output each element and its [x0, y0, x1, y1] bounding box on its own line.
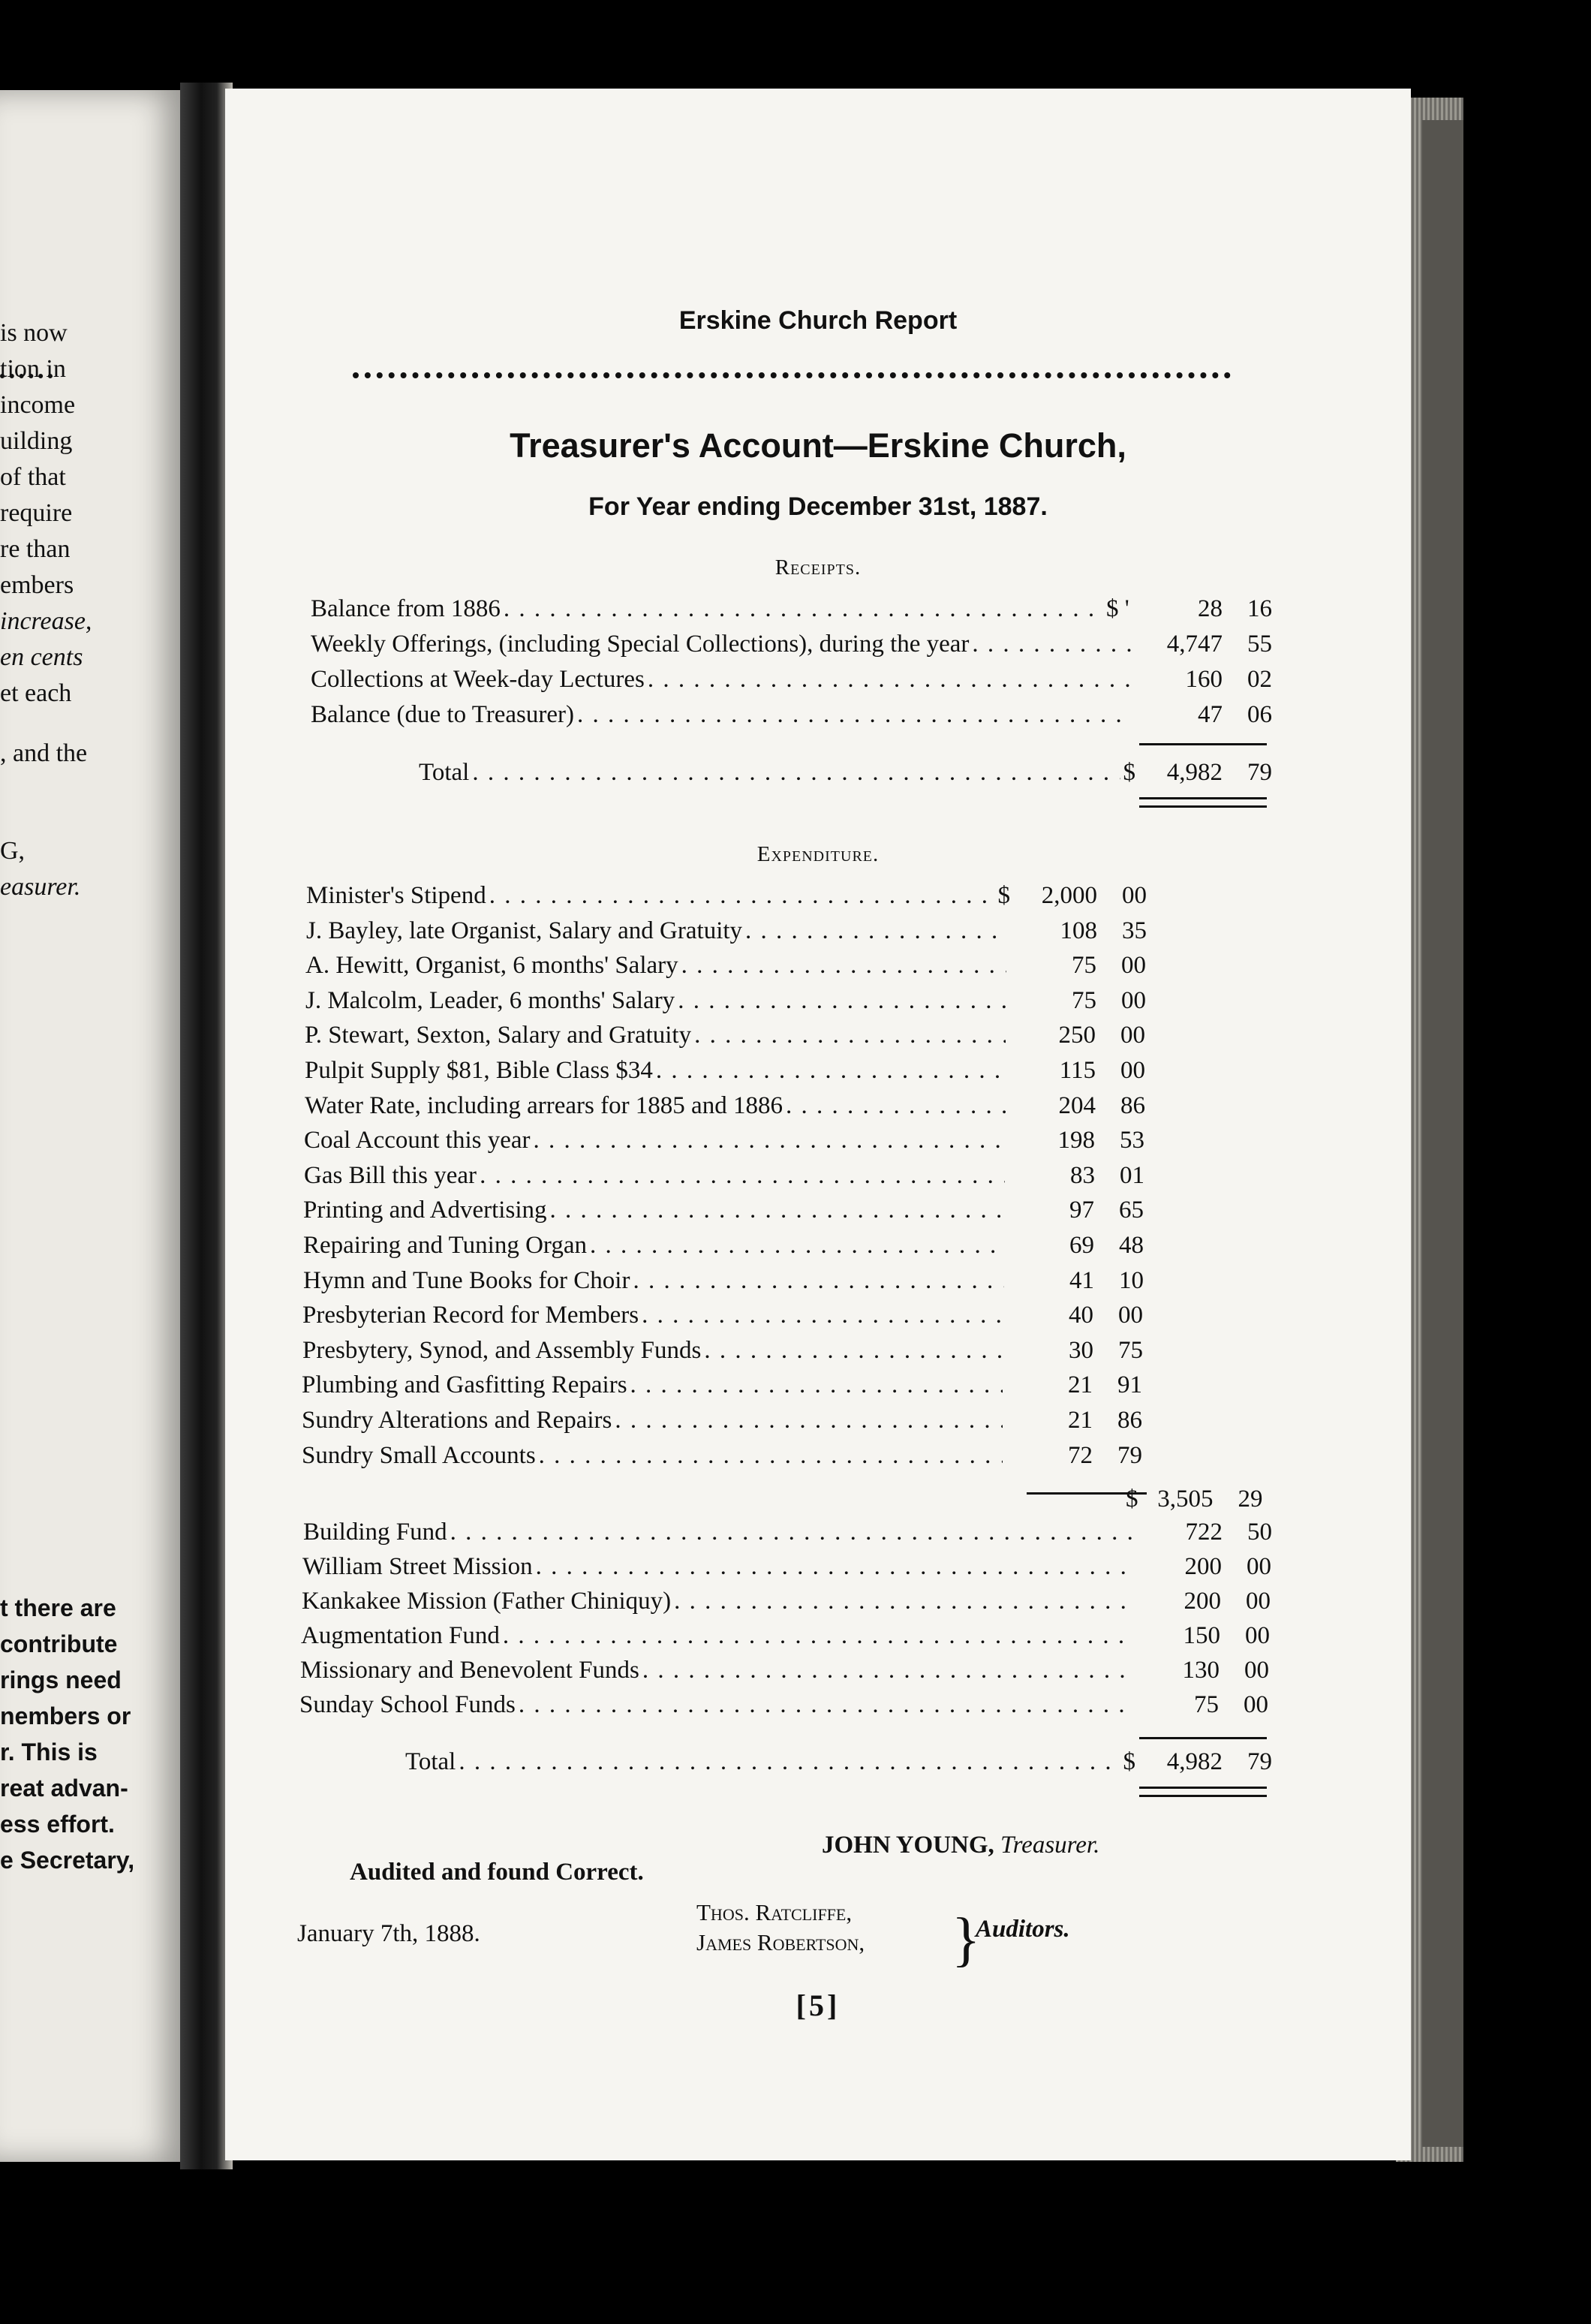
- amount-cents: 79: [1247, 759, 1272, 786]
- amount-cents: 00: [1244, 1657, 1269, 1684]
- ledger-amount: [1006, 1368, 1142, 1402]
- ledger-amount: [998, 878, 1147, 913]
- amount-cents: 00: [1120, 1022, 1145, 1049]
- ledger-amount: [1008, 1123, 1144, 1157]
- amount-dollars: 250: [1058, 1022, 1096, 1049]
- audit-date: January 7th, 1888.: [297, 1920, 480, 1947]
- expenditure-sum-rule: [1139, 1737, 1267, 1739]
- ledger-label: J. Malcolm, Leader, 6 months' Salary: [305, 986, 675, 1014]
- amount-cents: 06: [1247, 701, 1272, 728]
- amount-dollars: 198: [1057, 1127, 1095, 1154]
- ledger-row: [311, 662, 1272, 697]
- ledger-row: [303, 1515, 1272, 1549]
- ledger-label: Water Rate, including arrears for 1885 and 1886: [305, 1091, 783, 1119]
- ledger-label: Weekly Offerings, (including Special Collections), during the year: [311, 631, 970, 658]
- ledger-amount: [1006, 1438, 1142, 1473]
- amount-cents: 00: [1122, 882, 1147, 909]
- leader-dots: [577, 697, 1132, 732]
- currency-sign: $: [1123, 759, 1135, 786]
- amount-cents: 50: [1247, 1519, 1272, 1546]
- ledger-row: [305, 1088, 1145, 1123]
- currency-sign: $: [1123, 1748, 1135, 1775]
- amount-dollars: 108: [1060, 917, 1097, 944]
- page-number: [5]: [796, 1988, 841, 2022]
- auditor-2: James Robertson,: [696, 1929, 865, 1955]
- ledger-row: [306, 878, 1147, 913]
- leader-dots: [642, 1653, 1129, 1687]
- left-page-fragment: reat advan-: [0, 1775, 128, 1802]
- ledger-amount: [1007, 1263, 1144, 1298]
- amount-cents: 29: [1238, 1486, 1263, 1513]
- leader-dots: [590, 1228, 1004, 1263]
- ledger-label: Printing and Advertising: [303, 1197, 547, 1224]
- ledger-row: [303, 1228, 1144, 1263]
- amount-dollars: 40: [1069, 1302, 1093, 1329]
- ledger-amount: [1007, 1228, 1144, 1263]
- ledger-row: [304, 1158, 1144, 1193]
- amount-cents: 00: [1120, 1057, 1145, 1084]
- leader-dots: [745, 914, 1007, 948]
- currency-sign: $: [997, 882, 1010, 909]
- ledger-label: Pulpit Supply $81, Bible Class $34: [305, 1057, 653, 1084]
- auditors-label: Auditors.: [976, 1916, 1070, 1943]
- ledger-label: Total: [419, 759, 470, 786]
- ledger-amount: [1133, 1618, 1270, 1653]
- leader-dots: [786, 1088, 1006, 1123]
- ledger-label: Presbyterian Record for Members: [302, 1302, 639, 1329]
- left-page-fragment: r. This is: [0, 1738, 98, 1766]
- ledger-row: [302, 1438, 1142, 1473]
- treasurer-signature: [822, 1832, 1099, 1859]
- ledger-amount: [1132, 1687, 1268, 1722]
- ledger-row: [303, 1193, 1144, 1227]
- ledger-row: [299, 1687, 1268, 1722]
- ledger-row: [302, 1584, 1271, 1618]
- left-page-fragment: rings need: [0, 1666, 122, 1693]
- ledger-row: [306, 914, 1147, 948]
- leader-dots: [615, 1403, 1003, 1437]
- ledger-label: Balance (due to Treasurer): [311, 701, 574, 728]
- ledger-label: Sundry Alterations and Repairs: [302, 1407, 612, 1434]
- amount-cents: 55: [1247, 631, 1272, 658]
- leader-dots: [704, 1333, 1003, 1368]
- leader-dots: [472, 755, 1120, 790]
- amount-dollars: 4,747: [1166, 631, 1223, 658]
- ledger-label: Coal Account this year: [304, 1127, 531, 1154]
- amount-cents: 00: [1246, 1588, 1271, 1615]
- amount-dollars: 28: [1198, 595, 1223, 622]
- receipts-total-double-rule: [1139, 797, 1267, 808]
- page-subtitle: For Year ending December 31st, 1887.: [588, 492, 1048, 521]
- left-page-fragment: tion in: [0, 355, 66, 383]
- amount-dollars: 75: [1072, 952, 1096, 980]
- amount-dollars: 75: [1072, 986, 1096, 1014]
- ledger-amount: [1135, 1515, 1272, 1549]
- treasurer-title: Treasurer.: [1000, 1832, 1100, 1859]
- leader-dots: [630, 1368, 1003, 1402]
- ledger-row: [302, 1403, 1142, 1437]
- left-page-fragment: is now: [0, 319, 68, 347]
- leader-dots: [534, 1123, 1005, 1157]
- currency-sign: $ ': [1106, 595, 1135, 622]
- ledger-row: [305, 983, 1146, 1018]
- ledger-label: Kankakee Mission (Father Chiniquy): [302, 1588, 672, 1615]
- left-page-fragment: require: [0, 499, 73, 527]
- amount-dollars: 72: [1068, 1441, 1093, 1469]
- ledger-label: Gas Bill this year: [304, 1161, 477, 1189]
- ledger-label: Plumbing and Gasfitting Repairs: [302, 1371, 627, 1399]
- amount-dollars: 97: [1069, 1197, 1094, 1224]
- running-header: Erskine Church Report: [678, 306, 958, 335]
- ledger-amount: [1009, 1088, 1145, 1123]
- amount-cents: 10: [1119, 1266, 1144, 1294]
- amount-cents: 00: [1247, 1553, 1271, 1580]
- leader-dots: [681, 948, 1006, 983]
- amount-cents: 00: [1245, 1622, 1270, 1649]
- ledger-row: [301, 1618, 1270, 1653]
- ledger-row: [311, 697, 1272, 732]
- ledger-label: Building Fund: [303, 1519, 447, 1546]
- ledger-amount: [1007, 1193, 1144, 1227]
- amount-dollars: 21: [1068, 1371, 1093, 1399]
- amount-dollars: 722: [1185, 1519, 1223, 1546]
- amount-dollars: 75: [1194, 1691, 1219, 1718]
- ledger-amount: [1132, 1653, 1269, 1687]
- receipts-heading: Receipts.: [774, 555, 862, 579]
- leader-dots: [489, 878, 995, 913]
- right-page: [225, 89, 1411, 2160]
- auditor-1: Thos. Ratcliffe,: [696, 1899, 853, 1925]
- leader-dots: [642, 1298, 1003, 1332]
- amount-dollars: 200: [1183, 1588, 1221, 1615]
- amount-dollars: 41: [1069, 1266, 1094, 1294]
- ledger-amount: [1106, 592, 1272, 626]
- left-page-fragment: of that: [0, 463, 66, 491]
- amount-dollars: 160: [1185, 666, 1223, 693]
- amount-dollars: 83: [1070, 1161, 1095, 1189]
- amount-cents: 00: [1121, 986, 1146, 1014]
- ledger-row: [302, 1368, 1142, 1402]
- left-page-fragment: increase,: [0, 607, 92, 635]
- auditors-brace: }: [952, 1907, 981, 1973]
- ledger-amount: [1008, 1158, 1144, 1193]
- amount-cents: 79: [1247, 1748, 1272, 1775]
- ledger-label: Presbytery, Synod, and Assembly Funds: [302, 1336, 702, 1364]
- left-page-fragment: ess effort.: [0, 1811, 115, 1838]
- expenditure-total-double-rule: [1139, 1787, 1267, 1797]
- left-page-fragment: contribute: [0, 1630, 118, 1657]
- amount-dollars: 69: [1069, 1232, 1094, 1259]
- leader-dots: [503, 1618, 1130, 1653]
- left-page-fragment: re than: [0, 535, 71, 563]
- left-page-fragment: en cents: [0, 643, 83, 671]
- ledger-label: Total: [405, 1748, 456, 1775]
- amount-dollars: 150: [1183, 1622, 1220, 1649]
- ledger-amount: [1123, 1745, 1273, 1779]
- audit-statement: Audited and found Correct.: [350, 1859, 644, 1886]
- amount-dollars: 2,000: [1041, 882, 1097, 909]
- ledger-amount: [1006, 1333, 1143, 1368]
- amount-dollars: 4,982: [1166, 759, 1223, 786]
- left-page-fragment: t there are: [0, 1594, 116, 1621]
- left-page-fragment: , and the: [0, 739, 88, 767]
- ledger-amount: [1126, 1482, 1263, 1516]
- ledger-amount: [1006, 1403, 1142, 1437]
- ledger-amount: [1135, 662, 1272, 697]
- ledger-amount: [1009, 948, 1146, 983]
- leader-dots: [656, 1053, 1006, 1088]
- ledger-row: [302, 1549, 1271, 1584]
- amount-dollars: 47: [1198, 701, 1223, 728]
- amount-cents: 86: [1117, 1407, 1142, 1434]
- ledger-row: [302, 1298, 1143, 1332]
- leader-dots: [459, 1745, 1120, 1779]
- left-page-fragment: e Secretary,: [0, 1847, 135, 1874]
- left-page: [0, 90, 188, 2162]
- ledger-row: [305, 1053, 1145, 1088]
- left-page-fragment: easurer.: [0, 873, 81, 901]
- treasurer-name: JOHN YOUNG,: [822, 1832, 994, 1859]
- header-dotted-rule: [353, 372, 1231, 386]
- ledger-amount: [1135, 627, 1272, 661]
- amount-dollars: 204: [1058, 1091, 1096, 1119]
- amount-cents: 01: [1120, 1161, 1144, 1189]
- left-page-fragment: et each: [0, 679, 72, 707]
- amount-cents: 91: [1117, 1371, 1142, 1399]
- currency-sign: $: [1126, 1486, 1138, 1513]
- ledger-amount: [1009, 1053, 1145, 1088]
- ledger-label: Hymn and Tune Books for Choir: [303, 1266, 630, 1294]
- ledger-row: [311, 592, 1272, 626]
- amount-cents: 75: [1118, 1336, 1143, 1364]
- leader-dots: [539, 1438, 1003, 1473]
- ledger-label: Repairing and Tuning Organ: [303, 1232, 587, 1259]
- ledger-label: Minister's Stipend: [306, 882, 486, 909]
- expenditure-subtotal-row: [1126, 1482, 1267, 1516]
- leader-dots: [674, 1584, 1131, 1618]
- leader-dots: [519, 1687, 1129, 1722]
- expenditure-total-row: [405, 1745, 1272, 1779]
- ledger-amount: [1009, 983, 1146, 1018]
- ledger-label: P. Stewart, Sexton, Salary and Gratuity: [305, 1022, 692, 1049]
- amount-dollars: 4,982: [1166, 1748, 1223, 1775]
- ledger-amount: [1135, 697, 1272, 732]
- amount-cents: 02: [1247, 666, 1272, 693]
- amount-cents: 65: [1119, 1197, 1144, 1224]
- ledger-amount: [1010, 914, 1147, 948]
- ledger-amount: [1135, 1549, 1271, 1584]
- amount-dollars: 3,505: [1157, 1486, 1214, 1513]
- amount-cents: 00: [1244, 1691, 1268, 1718]
- ledger-row: [311, 627, 1272, 661]
- ledger-amount: [1006, 1298, 1143, 1332]
- leader-dots: [450, 1515, 1132, 1549]
- ledger-row: [305, 948, 1146, 983]
- ledger-label: Sunday School Funds: [299, 1691, 516, 1718]
- ledger-amount: [1123, 755, 1273, 790]
- book-cover-edge: [1422, 120, 1463, 2147]
- leader-dots: [694, 1018, 1006, 1052]
- left-page-fragment: embers: [0, 571, 74, 599]
- amount-dollars: 200: [1184, 1553, 1222, 1580]
- ledger-label: Augmentation Fund: [301, 1622, 500, 1649]
- ledger-row: [303, 1263, 1144, 1298]
- leader-dots: [480, 1158, 1005, 1193]
- ledger-label: Missionary and Benevolent Funds: [300, 1657, 639, 1684]
- amount-cents: 35: [1122, 917, 1147, 944]
- receipts-total-row: [419, 755, 1272, 790]
- left-page-fragment: nembers or: [0, 1702, 131, 1729]
- expenditure-heading: Expenditure.: [756, 842, 880, 866]
- ledger-row: [302, 1333, 1143, 1368]
- amount-cents: 53: [1120, 1127, 1144, 1154]
- amount-cents: 79: [1117, 1441, 1142, 1469]
- amount-dollars: 21: [1068, 1407, 1093, 1434]
- amount-dollars: 30: [1069, 1336, 1093, 1364]
- leader-dots: [633, 1263, 1004, 1298]
- amount-cents: 86: [1120, 1091, 1145, 1119]
- amount-cents: 48: [1119, 1232, 1144, 1259]
- leader-dots: [972, 627, 1132, 661]
- ledger-row: [304, 1123, 1144, 1157]
- amount-dollars: 115: [1059, 1057, 1096, 1084]
- ledger-row: [300, 1653, 1269, 1687]
- ledger-amount: [1009, 1018, 1145, 1052]
- leader-dots: [550, 1193, 1005, 1227]
- ledger-label: Sundry Small Accounts: [302, 1441, 536, 1469]
- ledger-amount: [1134, 1584, 1271, 1618]
- left-page-fragment: income: [0, 391, 76, 419]
- ledger-label: Collections at Week-day Lectures: [311, 666, 645, 693]
- amount-cents: 00: [1121, 952, 1146, 980]
- leader-dots: [536, 1549, 1132, 1584]
- amount-cents: 16: [1247, 595, 1272, 622]
- ledger-label: A. Hewitt, Organist, 6 months' Salary: [305, 952, 678, 980]
- ledger-label: J. Bayley, late Organist, Salary and Gratuity: [306, 917, 743, 944]
- ledger-label: William Street Mission: [302, 1553, 533, 1580]
- leader-dots: [648, 662, 1132, 697]
- left-page-fragment: G,: [0, 837, 26, 865]
- left-page-fragment: uilding: [0, 427, 73, 455]
- leader-dots: [504, 592, 1103, 626]
- amount-dollars: 130: [1182, 1657, 1220, 1684]
- amount-cents: 00: [1118, 1302, 1143, 1329]
- receipts-sum-rule: [1139, 743, 1267, 745]
- page-title: Treasurer's Account—Erskine Church,: [510, 426, 1126, 465]
- leader-dots: [678, 983, 1006, 1018]
- ledger-row: [305, 1018, 1145, 1052]
- ledger-label: Balance from 1886: [311, 595, 501, 622]
